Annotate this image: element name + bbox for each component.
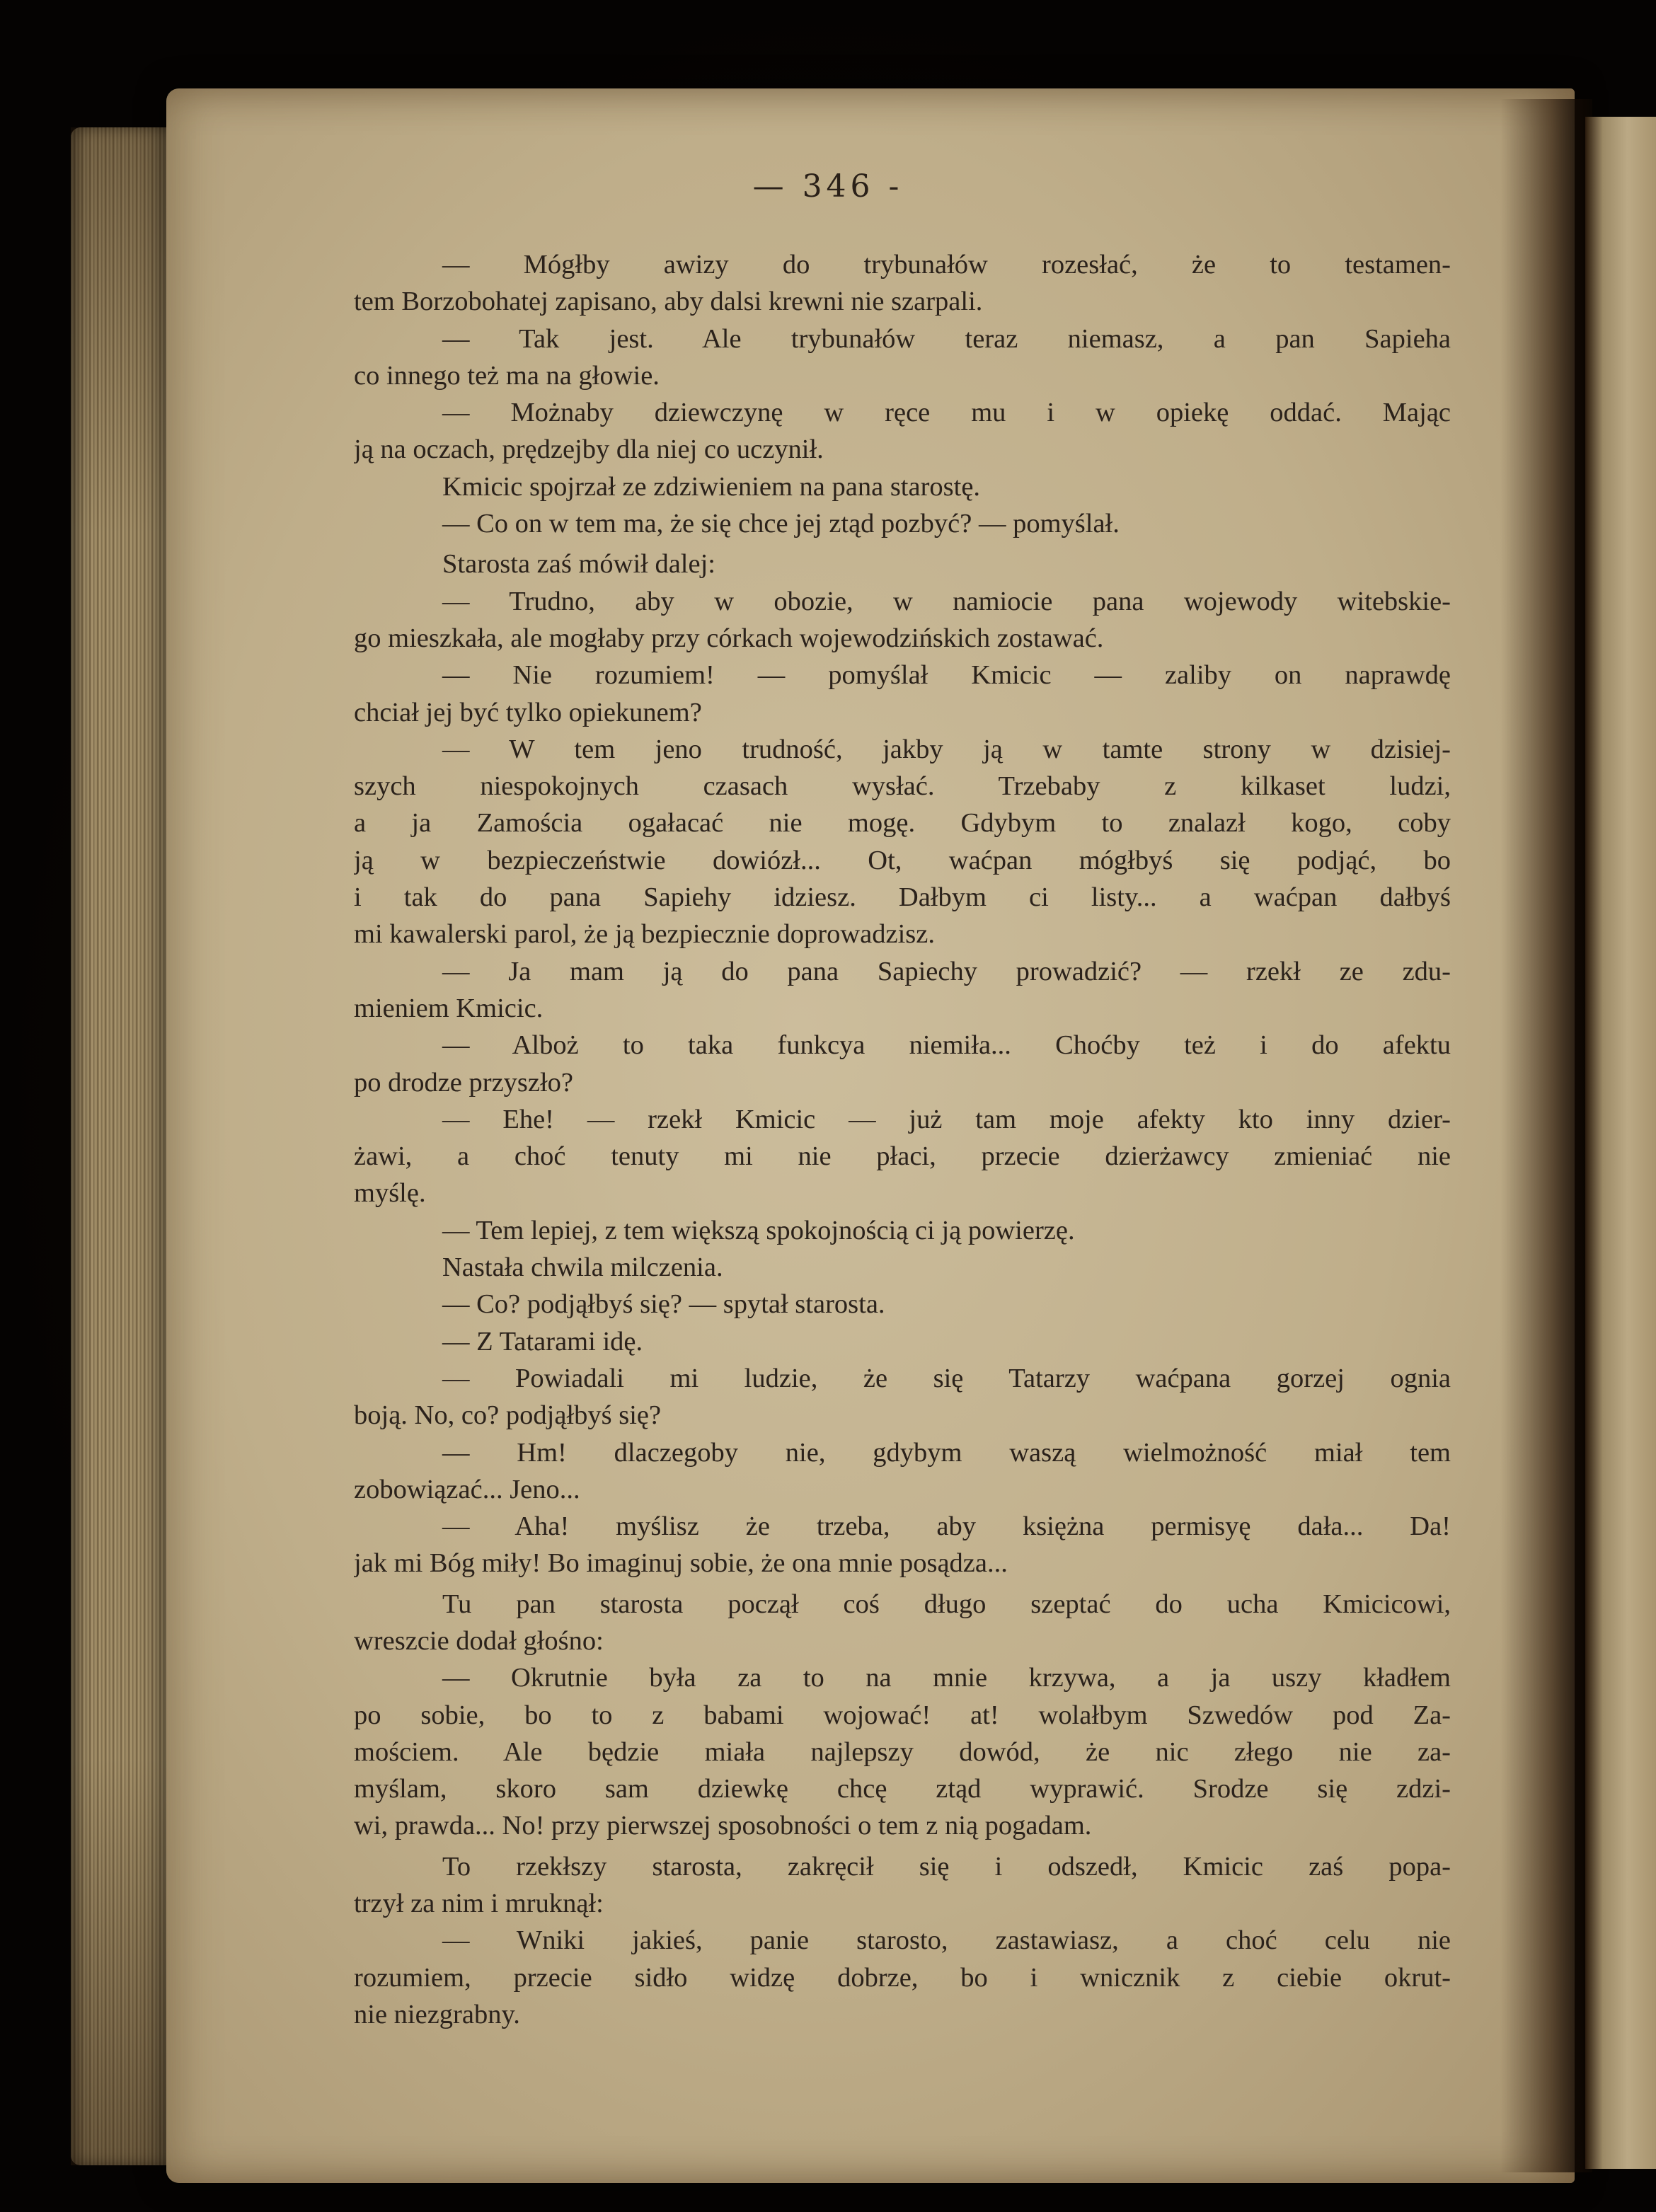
text-line: chciał jej być tylko opiekunem? <box>354 697 702 727</box>
page-number: — 346 - <box>752 168 904 205</box>
text-line: mościem. Ale będzie miała najlepszy dowód, że nic złego nie za- <box>354 1736 1451 1767</box>
text-line: a ja Zamościa ogałacać nie mogę. Gdybym to znalazł kogo, coby <box>354 808 1451 839</box>
text-line: wreszcie dodał głośno: <box>354 1625 604 1656</box>
text-line: — Wniki jakieś, panie starosto, zastawiasz, a choć celu nie <box>442 1925 1451 1956</box>
text-line: mieniem Kmicic. <box>354 993 544 1023</box>
text-line: wi, prawda... No! przy pierwszej sposobności o tem z nią pogadam. <box>354 1811 1092 1841</box>
text-line: rozumiem, przecie sidło widzę dobrze, bo i wnicznik z ciebie okrut- <box>354 1962 1451 1993</box>
text-line: — Tak jest. Ale trybunałów teraz niemasz, a pan Sapieha <box>442 323 1451 354</box>
text-line: myślam, skoro sam dziewkę chcę ztąd wyprawić. Srodze się zdzi- <box>354 1774 1451 1804</box>
text-line: — Okrutnie była za to na mnie krzywa, a ja uszy kładłem <box>442 1663 1451 1693</box>
text-line: To rzekłszy starosta, zakręcił się i odszedł, Kmicic zaś popa- <box>442 1851 1451 1882</box>
text-line: ją na oczach, prędzejby dla niej co uczynił. <box>354 434 824 465</box>
text-line: — Hm! dlaczegoby nie, gdybym waszą wielmożność miał tem <box>442 1437 1451 1468</box>
text-line: szych niespokojnych czasach wysłać. Trzebaby z kilkaset ludzi, <box>354 771 1451 802</box>
text-line: — Nie rozumiem! — pomyślał Kmicic — zaliby on naprawdę <box>442 660 1451 691</box>
text-line: — Tem lepiej, z tem większą spokojnością ci ją powierzę. <box>442 1215 1075 1245</box>
text-line: — Trudno, aby w obozie, w namiocie pana wojewody witebskie- <box>442 586 1451 616</box>
text-line: — Co on w tem ma, że się chce jej ztąd pozbyć? — pomyślał. <box>442 509 1120 539</box>
text-line: żawi, a choć tenuty mi nie płaci, przecie dzierżawcy zmieniać nie <box>354 1141 1451 1172</box>
text-line: — Mógłby awizy do trybunałów rozesłać, że to testamen- <box>442 250 1451 280</box>
text-line: — Aha! myślisz że trzeba, aby księżna permisyę dała... Da! <box>442 1511 1451 1542</box>
text-line: — Ja mam ją do pana Sapiechy prowadzić? — rzekł ze zdu- <box>442 956 1451 986</box>
text-line: po sobie, bo to z babami wojować! at! wolałbym Szwedów pod Za- <box>354 1700 1451 1730</box>
text-line: Starosta zaś mówił dalej: <box>442 549 715 580</box>
text-line: jak mi Bóg miły! Bo imaginuj sobie, że ona mnie posądza... <box>354 1548 1008 1579</box>
text-line: myślę. <box>354 1178 426 1209</box>
text-line: go mieszkała, ale mogłaby przy córkach wojewodzińskich zostawać. <box>354 623 1104 653</box>
text-line: Kmicic spojrzał ze zdziwieniem na pana starostę. <box>442 471 981 502</box>
text-line: trzył za nim i mruknął: <box>354 1889 604 1919</box>
text-line: — Z Tatarami idę. <box>442 1326 643 1356</box>
text-line: — Co? podjąłbyś się? — spytał starosta. <box>442 1289 885 1320</box>
text-line: zobowiązać... Jeno... <box>354 1474 580 1504</box>
text-line: Nastała chwila milczenia. <box>442 1252 723 1283</box>
body-text <box>354 246 1451 2033</box>
text-line: — Możnaby dziewczynę w ręce mu i w opiekę oddać. Mając <box>442 398 1451 428</box>
text-line: po drodze przyszło? <box>354 1067 574 1098</box>
facing-page-edge <box>1585 117 1656 2169</box>
text-line: — Powiadali mi ludzie, że się Tatarzy waćpana gorzej ognia <box>442 1363 1451 1393</box>
text-line: i tak do pana Sapiehy idziesz. Dałbym ci listy... a waćpan dałbyś <box>354 882 1451 913</box>
text-line: — W tem jeno trudność, jakby ją w tamte strony w dzisiej- <box>442 734 1451 764</box>
text-line: nie niezgrabny. <box>354 1999 520 2029</box>
text-line: Tu pan starosta począł coś długo szeptać do ucha Kmicicowi, <box>442 1589 1451 1619</box>
text-line: — Ehe! — rzekł Kmicic — już tam moje afekty kto inny dzier- <box>442 1104 1451 1134</box>
text-line: co innego też ma na głowie. <box>354 360 660 391</box>
text-line: boją. No, co? podjąłbyś się? <box>354 1400 662 1431</box>
text-line: tem Borzobohatej zapisano, aby dalsi krewni nie szarpali. <box>354 287 983 317</box>
text-line: ją w bezpieczeństwie dowiózł... Ot, waćpan mógłbyś się podjąć, bo <box>354 845 1451 875</box>
text-line: — Alboż to taka funkcya niemiła... Choćby też i do afektu <box>442 1030 1451 1061</box>
spine-shadow <box>1500 99 1592 2172</box>
text-line: mi kawalerski parol, że ją bezpiecznie doprowadzisz. <box>354 919 935 950</box>
